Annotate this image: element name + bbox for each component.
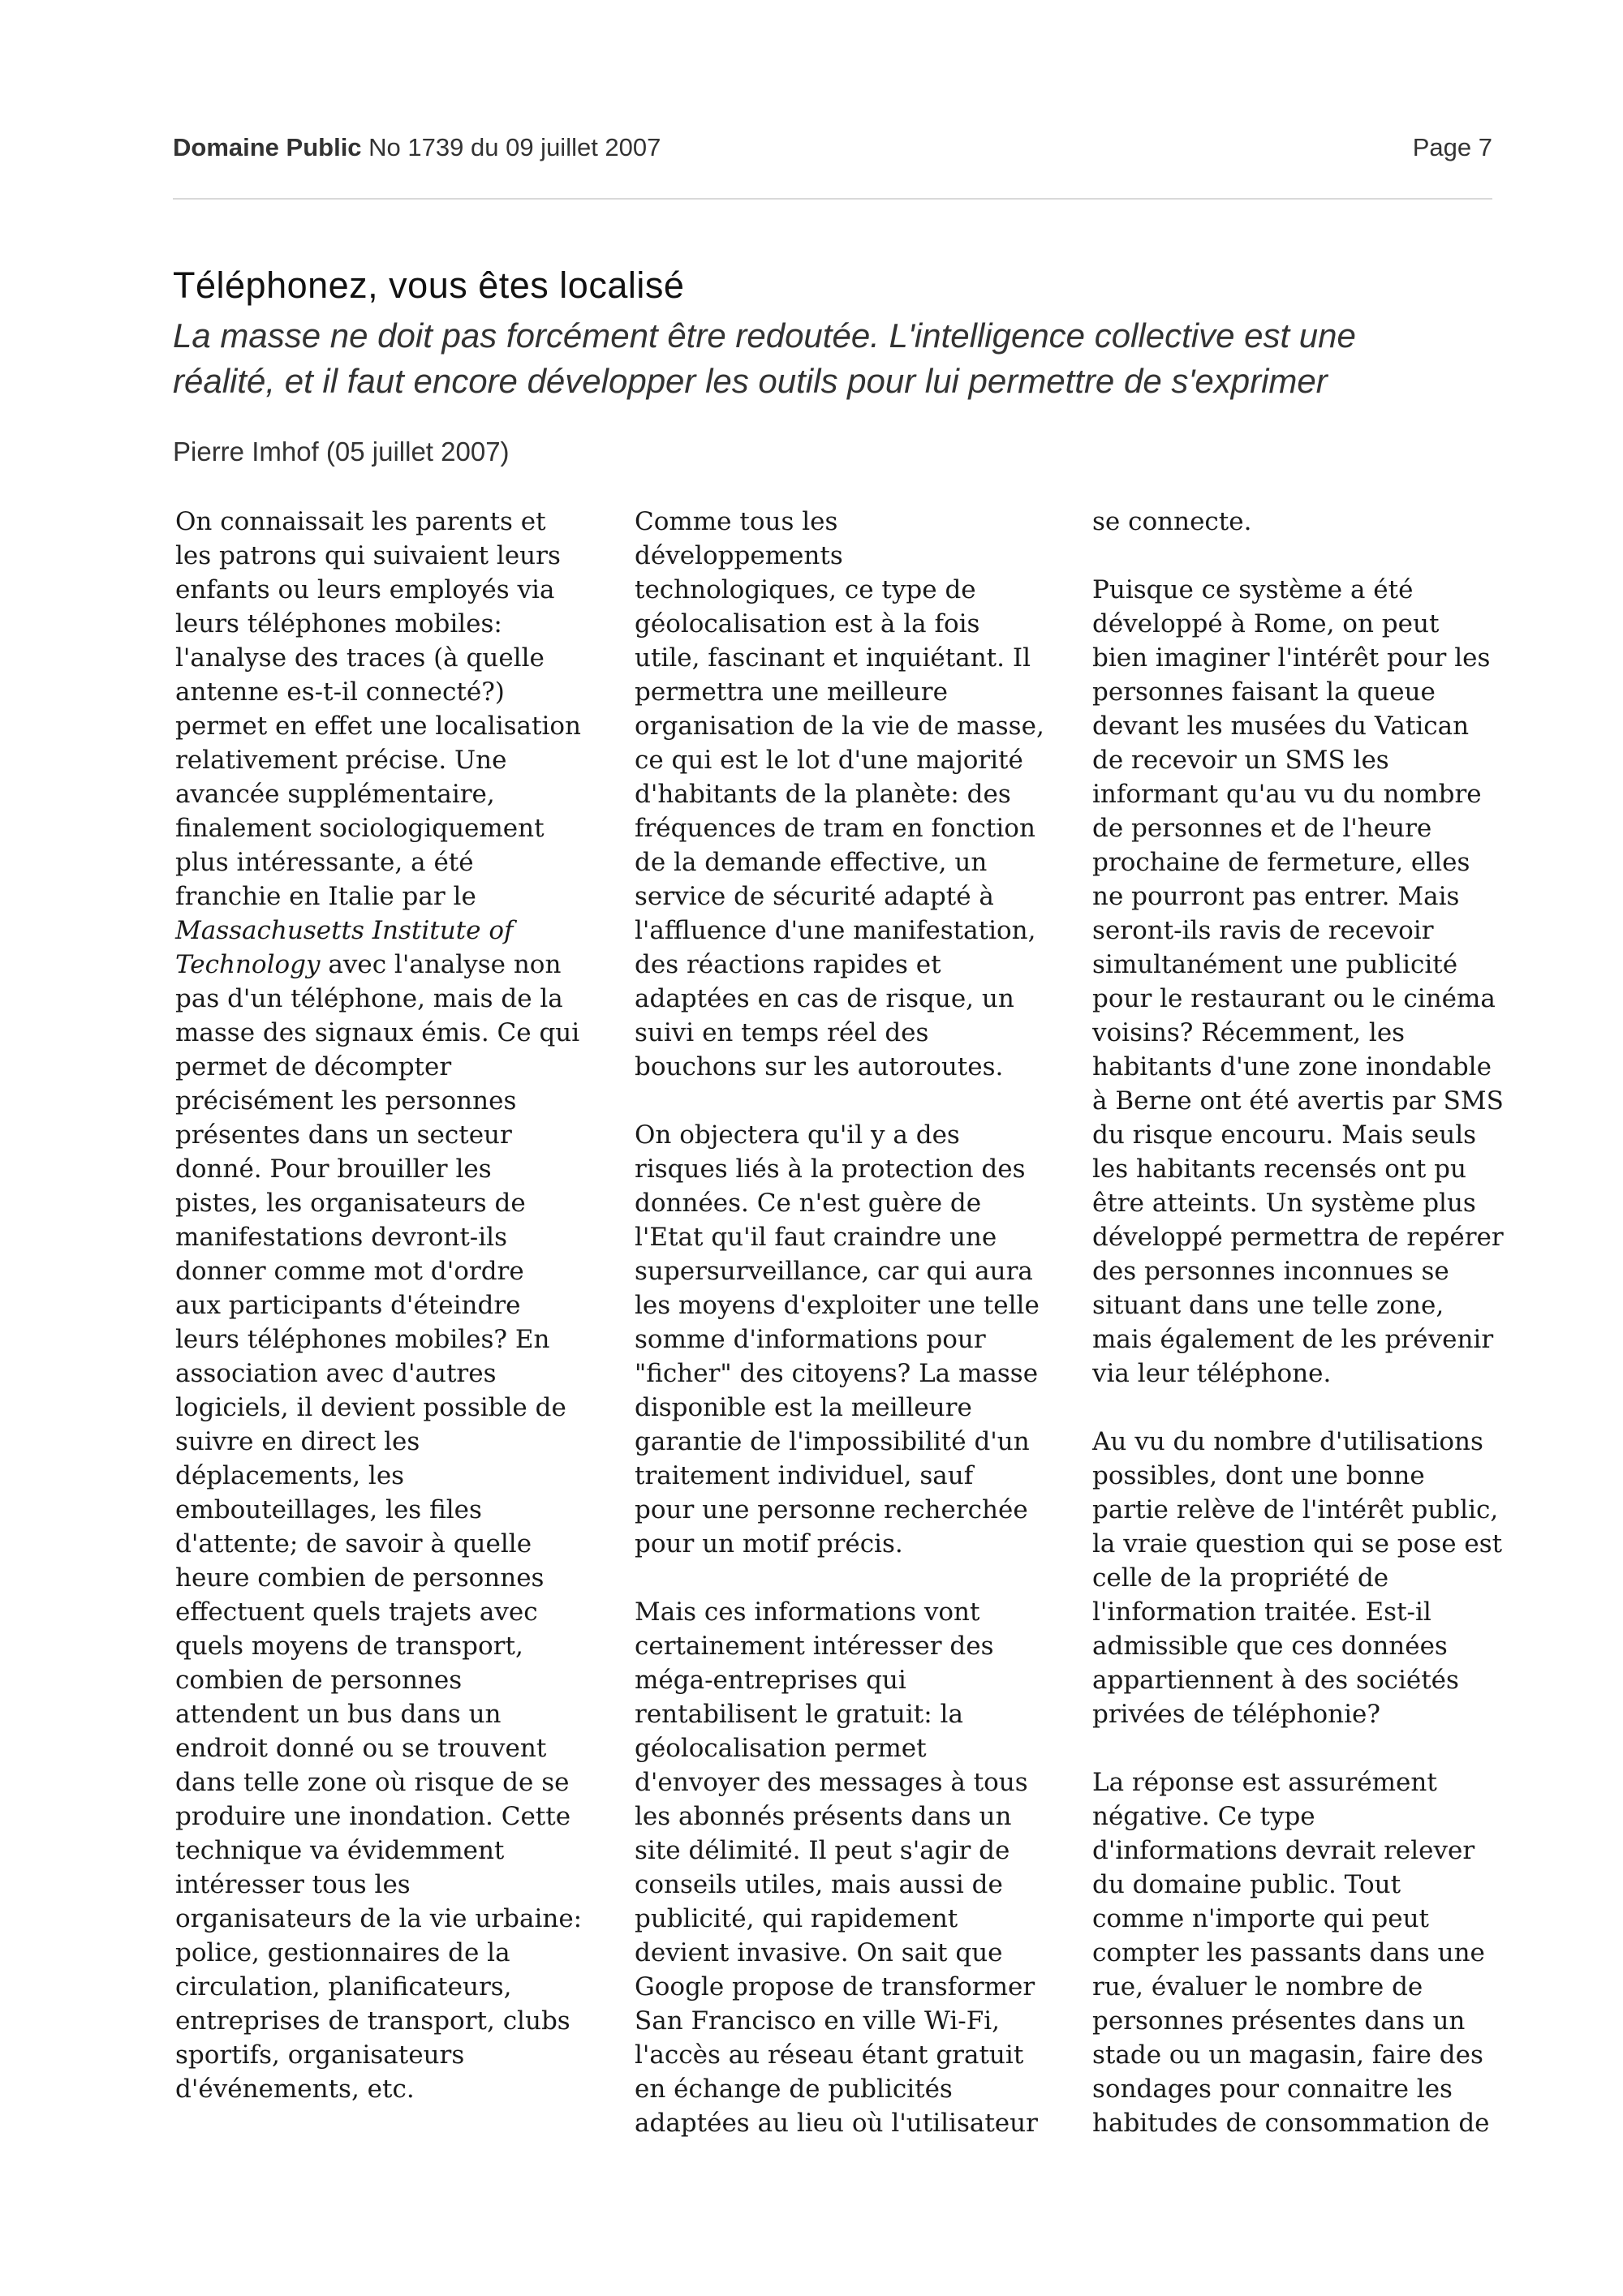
text-line: informant qu'au vu du nombre bbox=[1092, 780, 1482, 809]
text-line: mais également de les prévenir bbox=[1092, 1325, 1494, 1354]
text-line: On connaissait les parents et bbox=[175, 507, 546, 536]
article-title: Téléphonez, vous êtes localisé bbox=[173, 264, 685, 306]
text-line: celle de la propriété de bbox=[1092, 1563, 1389, 1593]
text-line: habitudes de consommation de bbox=[1092, 2109, 1490, 2138]
text-line: ce qui est le lot d'une majorité bbox=[635, 746, 1023, 775]
italic-text: Technology bbox=[175, 950, 321, 979]
text-line: sondages pour connaitre les bbox=[1092, 2075, 1453, 2104]
text-line: entreprises de transport, clubs bbox=[175, 2006, 570, 2036]
text-line: méga-entreprises qui bbox=[635, 1666, 906, 1695]
text-line: association avec d'autres bbox=[175, 1359, 497, 1388]
text-line: développé à Rome, on peut bbox=[1092, 609, 1440, 638]
text-line: manifestations devront-ils bbox=[175, 1223, 508, 1252]
text-line bbox=[175, 914, 597, 948]
text-line: personnes faisant la queue bbox=[1092, 677, 1436, 707]
text-line: fréquences de tram en fonction bbox=[635, 814, 1035, 843]
text-line: publicité, qui rapidement bbox=[635, 1904, 958, 1933]
text-line: somme d'informations pour bbox=[635, 1325, 986, 1354]
text-line: ne pourront pas entrer. Mais bbox=[1092, 882, 1460, 911]
text-line: Google propose de transformer bbox=[635, 1972, 1035, 2001]
text-line: disponible est la meilleure bbox=[635, 1393, 972, 1422]
text-line: La réponse est assurément bbox=[1092, 1768, 1437, 1797]
text-line: quels moyens de transport, bbox=[175, 1632, 523, 1661]
text-line: bien imaginer l'intérêt pour les bbox=[1092, 643, 1491, 673]
text-line: masse des signaux émis. Ce qui bbox=[175, 1018, 580, 1047]
text-line: On objectera qu'il y a des bbox=[635, 1120, 960, 1150]
text-line: l'accès au réseau étant gratuit bbox=[635, 2040, 1024, 2070]
text-line: avancée supplémentaire, bbox=[175, 780, 495, 809]
text-line: être atteints. Un système plus bbox=[1092, 1189, 1476, 1218]
text-line: supersurveillance, car qui aura bbox=[635, 1257, 1033, 1286]
text-line: de recevoir un SMS les bbox=[1092, 746, 1389, 775]
text-line: aux participants d'éteindre bbox=[175, 1291, 521, 1320]
text-line: simultanément une publicité bbox=[1092, 950, 1458, 979]
text-line: Mais ces informations vont bbox=[635, 1597, 980, 1627]
text-line: développements bbox=[635, 541, 843, 570]
text-line: devant les musées du Vatican bbox=[1092, 712, 1470, 741]
text-line: police, gestionnaires de la bbox=[175, 1938, 510, 1967]
text-line: Puisque ce système a été bbox=[1092, 575, 1414, 604]
text-line: possibles, dont une bonne bbox=[1092, 1461, 1425, 1490]
text-line: permettra une meilleure bbox=[635, 677, 948, 707]
text-line: géolocalisation permet bbox=[635, 1734, 927, 1763]
text-line: d'habitants de la planète: des bbox=[635, 780, 1011, 809]
text-line: les habitants recensés ont pu bbox=[1092, 1154, 1466, 1184]
text-line: comme n'importe qui peut bbox=[1092, 1904, 1429, 1933]
text-line: d'informations devrait relever bbox=[1092, 1836, 1475, 1865]
text-line: circulation, planificateurs, bbox=[175, 1972, 512, 2001]
text-line: effectuent quels trajets avec bbox=[175, 1597, 538, 1627]
text-line: précisément les personnes bbox=[175, 1086, 517, 1116]
text-line: compter les passants dans une bbox=[1092, 1938, 1485, 1967]
text-line: technique va évidemment bbox=[175, 1836, 505, 1865]
text-line: voisins? Récemment, les bbox=[1092, 1018, 1406, 1047]
article-paragraph bbox=[1092, 573, 1514, 1391]
text-line: partie relève de l'intérêt public, bbox=[1092, 1495, 1499, 1524]
text-line: via leur téléphone. bbox=[1092, 1359, 1332, 1388]
text-line: heure combien de personnes bbox=[175, 1563, 545, 1593]
text-line: Comme tous les bbox=[635, 507, 838, 536]
text-line: produire une inondation. Cette bbox=[175, 1802, 571, 1831]
text-line: des personnes inconnues se bbox=[1092, 1257, 1449, 1286]
page-number: Page 7 bbox=[1412, 133, 1492, 161]
text-line: pour le restaurant ou le cinéma bbox=[1092, 984, 1496, 1013]
text-line: d'attente; de savoir à quelle bbox=[175, 1529, 532, 1559]
text-line: prochaine de fermeture, elles bbox=[1092, 848, 1470, 877]
text-line: combien de personnes bbox=[175, 1666, 463, 1695]
text-line: suivi en temps réel des bbox=[635, 1018, 929, 1047]
text-line: rue, évaluer le nombre de bbox=[1092, 1972, 1423, 2001]
text-line: service de sécurité adapté à bbox=[635, 882, 994, 911]
text-line: l'Etat qu'il faut craindre une bbox=[635, 1223, 997, 1252]
article-paragraph bbox=[175, 505, 597, 2106]
text-line: déplacements, les bbox=[175, 1461, 405, 1490]
text-line: de la demande effective, un bbox=[635, 848, 988, 877]
text-line bbox=[175, 948, 597, 982]
italic-text: Massachusetts Institute of bbox=[175, 916, 514, 945]
text-line: de personnes et de l'heure bbox=[1092, 814, 1432, 843]
text-line: les abonnés présents dans un bbox=[635, 1802, 1012, 1831]
text-line: attendent un bus dans un bbox=[175, 1700, 502, 1729]
text-line: dans telle zone où risque de se bbox=[175, 1768, 570, 1797]
text-line: suivre en direct les bbox=[175, 1427, 420, 1456]
text-line: plus intéressante, a été bbox=[175, 848, 474, 877]
text-line: risques liés à la protection des bbox=[635, 1154, 1026, 1184]
text-line: négative. Ce type bbox=[1092, 1802, 1315, 1831]
text-line: seront-ils ravis de recevoir bbox=[1092, 916, 1434, 945]
text-line: bouchons sur les autoroutes. bbox=[635, 1052, 1004, 1081]
page-header bbox=[173, 133, 1492, 162]
text-line: utile, fascinant et inquiétant. Il bbox=[635, 643, 1031, 673]
text-line: les patrons qui suivaient leurs bbox=[175, 541, 561, 570]
text-line: l'analyse des traces (à quelle bbox=[175, 643, 545, 673]
text-line: donné. Pour brouiller les bbox=[175, 1154, 492, 1184]
text-line: technologiques, ce type de bbox=[635, 575, 976, 604]
text-line: des réactions rapides et bbox=[635, 950, 941, 979]
text-line: permet de décompter bbox=[175, 1052, 452, 1081]
text-line: présentes dans un secteur bbox=[175, 1120, 512, 1150]
article-paragraph bbox=[1092, 1765, 1514, 2140]
text-line: d'envoyer des messages à tous bbox=[635, 1768, 1028, 1797]
text-line: permet en effet une localisation bbox=[175, 712, 582, 741]
text-line: à Berne ont été avertis par SMS bbox=[1092, 1086, 1504, 1116]
text-line: logiciels, il devient possible de bbox=[175, 1393, 566, 1422]
text-line: du domaine public. Tout bbox=[1092, 1870, 1401, 1899]
text-line: garantie de l'impossibilité d'un bbox=[635, 1427, 1030, 1456]
publication-name: Domaine Public bbox=[173, 133, 362, 161]
text-line: devient invasive. On sait que bbox=[635, 1938, 1003, 1967]
text-line: organisation de la vie de masse, bbox=[635, 712, 1044, 741]
text-line: franchie en Italie par le bbox=[175, 882, 476, 911]
text-line: sportifs, organisateurs bbox=[175, 2040, 465, 2070]
article-paragraph bbox=[635, 505, 1057, 1084]
text-line: organisateurs de la vie urbaine: bbox=[175, 1904, 583, 1933]
text-line: habitants d'une zone inondable bbox=[1092, 1052, 1492, 1081]
text-line: données. Ce n'est guère de bbox=[635, 1189, 982, 1218]
text-line: traitement individuel, sauf bbox=[635, 1461, 974, 1490]
text-line: appartiennent à des sociétés bbox=[1092, 1666, 1459, 1695]
text-line: pas d'un téléphone, mais de la bbox=[175, 984, 563, 1013]
text-line: l'information traitée. Est-il bbox=[1092, 1597, 1431, 1627]
text-segment: avec l'analyse non bbox=[320, 950, 562, 979]
issue-info: No 1739 du 09 juillet 2007 bbox=[368, 133, 661, 161]
text-line: géolocalisation est à la fois bbox=[635, 609, 980, 638]
article-column-1 bbox=[175, 505, 597, 2106]
text-line: en échange de publicités bbox=[635, 2075, 953, 2104]
text-line: les moyens d'exploiter une telle bbox=[635, 1291, 1040, 1320]
text-line: certainement intéresser des bbox=[635, 1632, 994, 1661]
text-line: stade ou un magasin, faire des bbox=[1092, 2040, 1483, 2070]
article-byline: Pierre Imhof (05 juillet 2007) bbox=[173, 436, 510, 467]
text-line: développé permettra de repérer bbox=[1092, 1223, 1504, 1252]
text-line: privées de téléphonie? bbox=[1092, 1700, 1380, 1729]
article-subtitle bbox=[173, 313, 1504, 404]
text-line: pour un motif précis. bbox=[635, 1529, 903, 1559]
text-line: situant dans une telle zone, bbox=[1092, 1291, 1444, 1320]
text-line: site délimité. Il peut s'agir de bbox=[635, 1836, 1010, 1865]
text-line: "ficher" des citoyens? La masse bbox=[635, 1359, 1039, 1388]
article-paragraph bbox=[635, 1595, 1057, 2140]
header-divider bbox=[173, 198, 1492, 200]
text-line: personnes présentes dans un bbox=[1092, 2006, 1466, 2036]
text-line: pistes, les organisateurs de bbox=[175, 1189, 526, 1218]
text-line: pour une personne recherchée bbox=[635, 1495, 1028, 1524]
text-line: leurs téléphones mobiles? En bbox=[175, 1325, 550, 1354]
text-line: donner comme mot d'ordre bbox=[175, 1257, 524, 1286]
text-line: Au vu du nombre d'utilisations bbox=[1092, 1427, 1483, 1456]
text-line: conseils utiles, mais aussi de bbox=[635, 1870, 1003, 1899]
text-line: du risque encouru. Mais seuls bbox=[1092, 1120, 1477, 1150]
text-line: intéresser tous les bbox=[175, 1870, 411, 1899]
text-line: antenne es-t-il connecté?) bbox=[175, 677, 505, 707]
subtitle-line: La masse ne doit pas forcément être redoutée. L'intelligence collective est une bbox=[173, 316, 1356, 355]
article-paragraph bbox=[1092, 1425, 1514, 1731]
text-line: relativement précise. Une bbox=[175, 746, 507, 775]
article-paragraph bbox=[1092, 505, 1514, 539]
text-line: enfants ou leurs employés via bbox=[175, 575, 555, 604]
text-line: adaptées au lieu où l'utilisateur bbox=[635, 2109, 1038, 2138]
text-line: embouteillages, les files bbox=[175, 1495, 482, 1524]
article-column-3 bbox=[1092, 505, 1514, 2140]
article-column-2 bbox=[635, 505, 1057, 2140]
text-line: se connecte. bbox=[1092, 507, 1252, 536]
text-line: d'événements, etc. bbox=[175, 2075, 415, 2104]
text-line: leurs téléphones mobiles: bbox=[175, 609, 502, 638]
text-line: la vraie question qui se pose est bbox=[1092, 1529, 1503, 1559]
article-paragraph bbox=[635, 1118, 1057, 1561]
subtitle-line: réalité, et il faut encore développer les outils pour lui permettre de s'exprimer bbox=[173, 362, 1328, 400]
text-line: San Francisco en ville Wi-Fi, bbox=[635, 2006, 1000, 2036]
text-line: finalement sociologiquement bbox=[175, 814, 545, 843]
text-line: endroit donné ou se trouvent bbox=[175, 1734, 547, 1763]
text-line: l'affluence d'une manifestation, bbox=[635, 916, 1036, 945]
text-line: admissible que ces données bbox=[1092, 1632, 1448, 1661]
text-line: rentabilisent le gratuit: la bbox=[635, 1700, 963, 1729]
text-line: adaptées en cas de risque, un bbox=[635, 984, 1014, 1013]
